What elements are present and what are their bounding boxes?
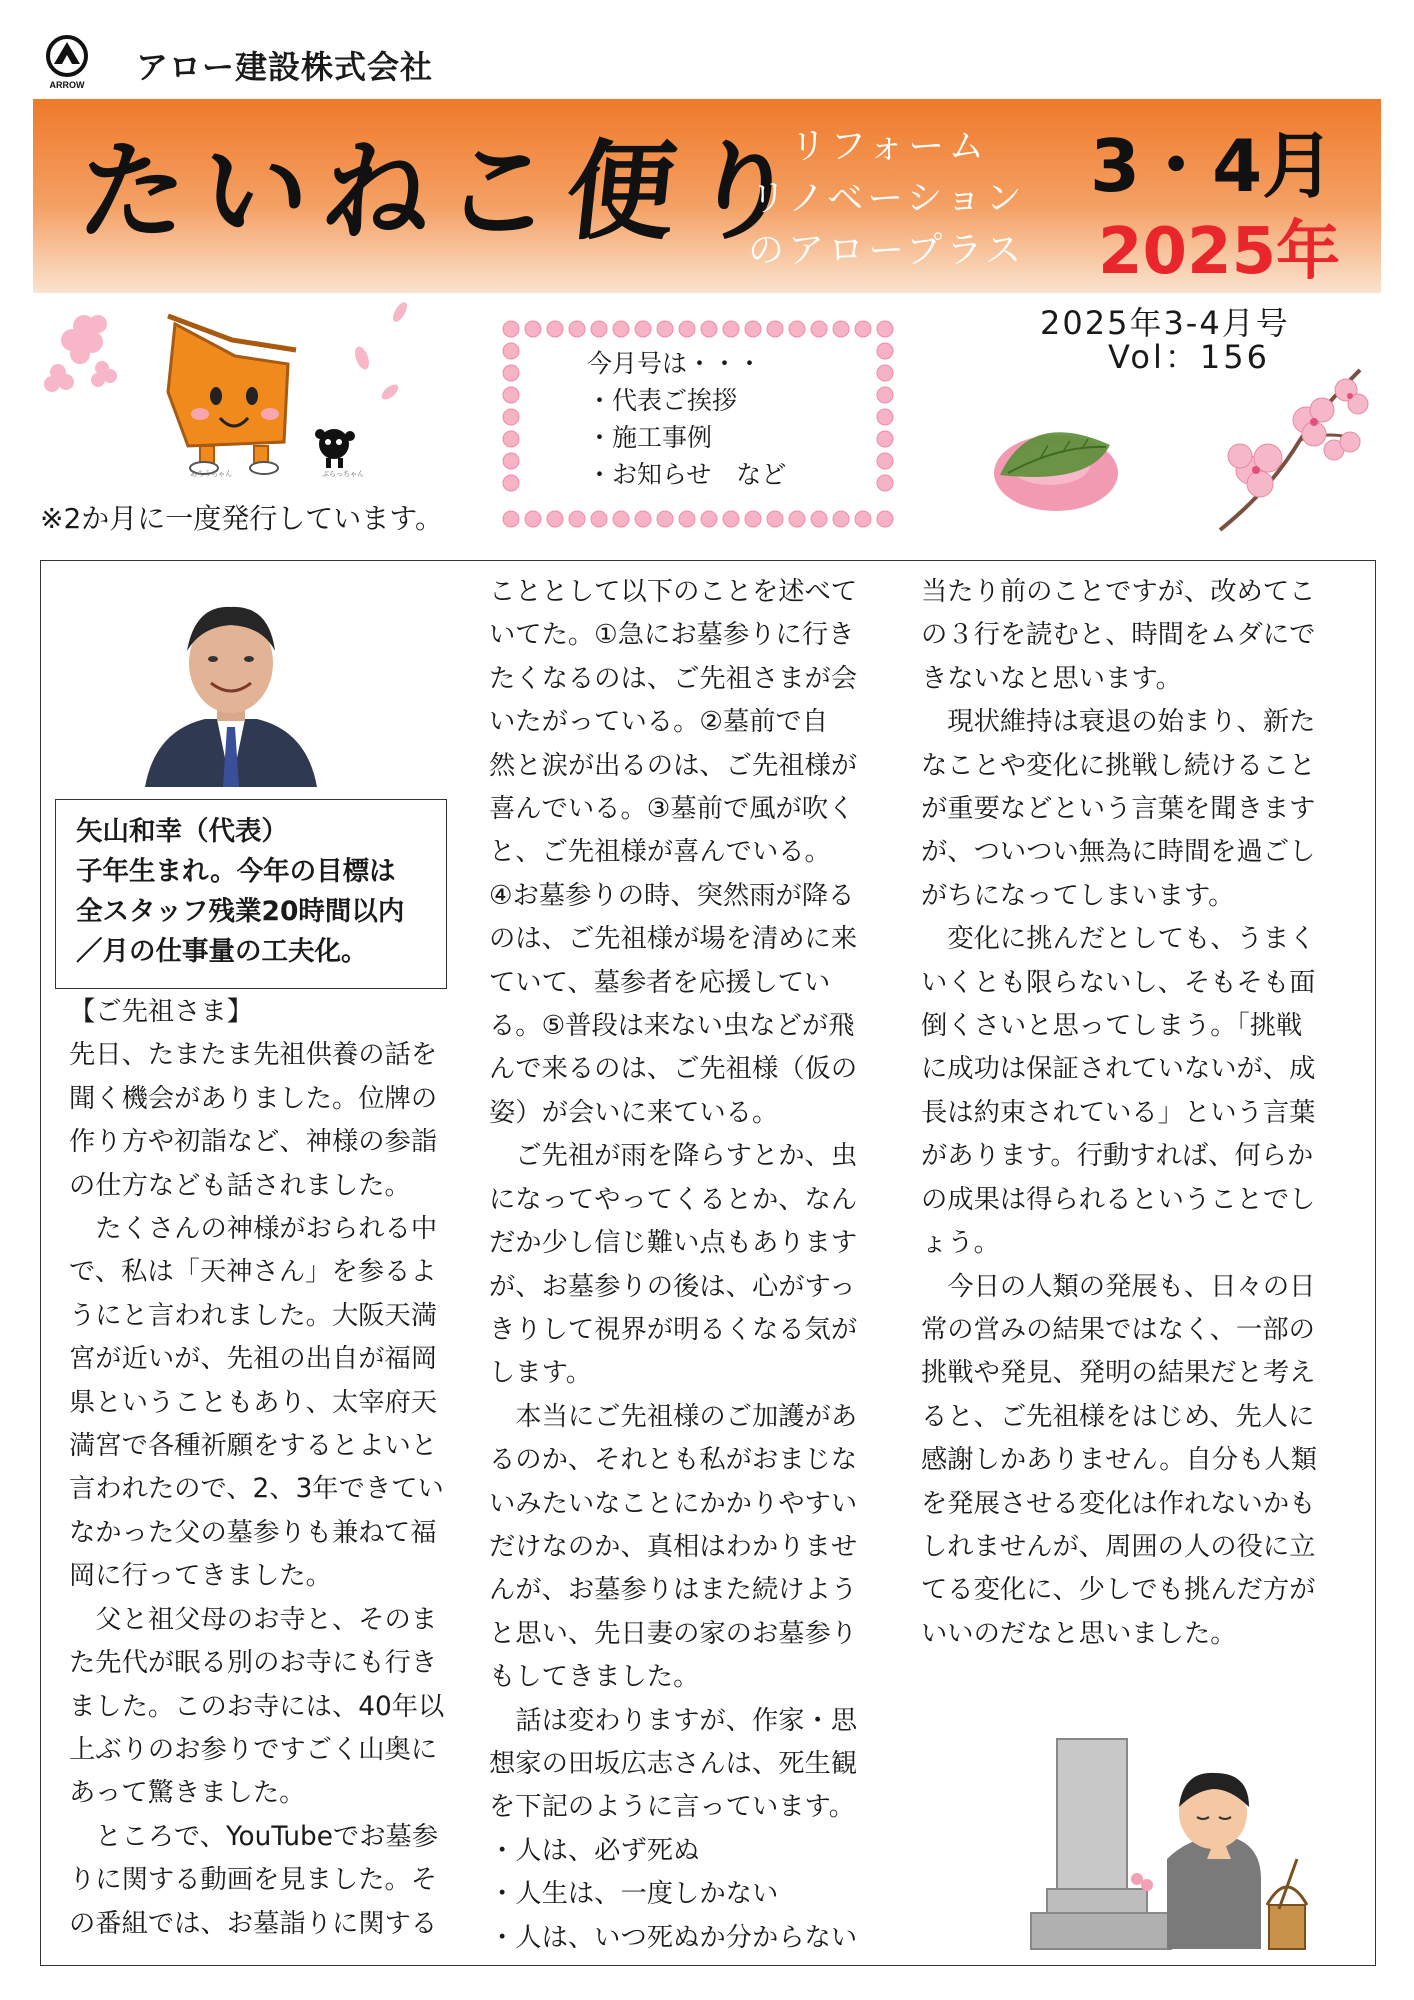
frame-flower-icon	[877, 343, 893, 359]
mascot-label-2: ぷらっちゃん	[322, 470, 364, 478]
article-line: で、私は「天神さん」を参るよ	[69, 1257, 437, 1288]
article-line: いたがっている。②墓前で自	[489, 707, 829, 738]
article-line: 倒くさいと思ってしまう。「挑戦	[921, 1011, 1303, 1042]
mascot-plus-character	[315, 429, 355, 468]
grave-visit-illustration	[1017, 1709, 1317, 1959]
frame-flower-icon	[525, 511, 541, 527]
article-line: 上ぶりのお参りですごく山奥に	[69, 1734, 438, 1765]
article-line: なかった父の墓参りも兼ねて福	[69, 1517, 437, 1548]
article-line: なことや変化に挑戦し続けること	[921, 750, 1316, 781]
article-line: いてた。①急にお墓参りに行き	[489, 620, 855, 651]
article-line: 先日、たまたま先祖供養の話を	[69, 1040, 438, 1071]
article-line: いいのだなと思いました。	[921, 1618, 1237, 1649]
frame-flower-icon	[877, 365, 893, 381]
article-line: 岡に行ってきました。	[69, 1561, 332, 1592]
frame-flower-icon	[503, 321, 519, 337]
frame-flower-icon	[591, 321, 607, 337]
contents-box	[499, 317, 897, 531]
frame-flower-icon	[877, 453, 893, 469]
article-line: ました。このお寺には、40年以	[69, 1691, 445, 1722]
article-line: 宮が近いが、先祖の出自が福岡	[69, 1344, 438, 1375]
article-line: になってやってくるとか、なん	[489, 1184, 858, 1215]
frame-flower-icon	[679, 321, 695, 337]
frame-flower-icon	[613, 321, 629, 337]
article-column-1	[69, 991, 477, 1946]
tagline-3: のアロープラス	[748, 230, 1026, 271]
article-line: 話は変わりますが、作家・思	[489, 1705, 858, 1736]
issue-year: 2025年	[1098, 215, 1341, 289]
mascot-label-1: あろうちゃん	[190, 470, 232, 478]
article-line: と思い、先日妻の家のお墓参り	[489, 1618, 858, 1649]
frame-flower-icon	[657, 511, 673, 527]
frame-flower-icon	[503, 511, 519, 527]
article-line: の３行を読むと、時間をムダにで	[921, 620, 1316, 651]
cherry-blossom-icon	[1210, 350, 1370, 540]
frame-flower-icon	[833, 511, 849, 527]
contents-item: ・代表ご挨拶	[587, 386, 738, 415]
profile-line: 全スタッフ残業20時間以内	[76, 896, 405, 927]
article-line: こととして以下のことを述べて	[489, 577, 858, 607]
article-line: もしてきました。	[489, 1662, 700, 1693]
frame-flower-icon	[877, 409, 893, 425]
frame-flower-icon	[789, 511, 805, 527]
frame-flower-icon	[635, 321, 651, 337]
profile-box	[55, 799, 447, 989]
issue-volume: Vol：156	[1108, 338, 1270, 376]
article-line: 本当にご先祖様のご加護があ	[489, 1401, 858, 1432]
frequency-note: ※2か月に一度発行しています。	[40, 502, 444, 535]
frame-flower-icon	[723, 321, 739, 337]
frame-flower-icon	[811, 511, 827, 527]
article-line: 現状維持は衰退の始まり、新た	[921, 707, 1316, 738]
article-line: ・人は、いつ死ぬか分からない	[489, 1922, 858, 1953]
contents-item: ・施工事例	[587, 423, 713, 452]
article-line: ご先祖が雨を降らすとか、虫	[489, 1141, 858, 1172]
article-line: 作り方や初詣など、神様の参詣	[69, 1127, 438, 1158]
contents-heading: 今月号は・・・	[587, 349, 763, 378]
frame-flower-icon	[503, 431, 519, 447]
frame-flower-icon	[503, 475, 519, 491]
frame-flower-icon	[503, 365, 519, 381]
frame-flower-icon	[503, 343, 519, 359]
article-line: ・人生は、一度しかない	[489, 1879, 779, 1910]
article-line: 然と涙が出るのは、ご先祖様が	[489, 750, 858, 781]
article-line: たくさんの神様がおられる中	[69, 1214, 438, 1245]
article-line: いみたいなことにかかりやすい	[489, 1488, 858, 1519]
article-line: を発展させる変化は作れないかも	[921, 1488, 1316, 1519]
frame-flower-icon	[525, 321, 541, 337]
frame-flower-icon	[877, 511, 893, 527]
article-line: んで来るのは、ご先祖様（仮の	[489, 1054, 858, 1085]
frame-flower-icon	[613, 511, 629, 527]
issue-months: 3・4月	[1090, 124, 1335, 208]
frame-flower-icon	[547, 511, 563, 527]
article-line: ていて、墓参者を応援してい	[489, 967, 831, 998]
article-line: る。⑤普段は来ない虫などが飛	[489, 1011, 855, 1042]
article-line: 喜んでいる。③墓前で風が吹く	[489, 794, 855, 825]
company-name: アロー建設株式会社	[136, 48, 434, 86]
article-line: ると、ご先祖様をはじめ、先人に	[921, 1401, 1315, 1432]
article-line: 県ということもあり、太宰府天	[69, 1387, 438, 1418]
article-line: あって驚きました。	[69, 1778, 306, 1809]
article-line: 長は約束されている」という言葉	[921, 1097, 1316, 1128]
article-heading: 【ご先祖さま】	[69, 997, 254, 1027]
article-line: 今日の人類の発展も、日々の日	[921, 1271, 1316, 1302]
frame-flower-icon	[569, 511, 585, 527]
article-line: るのか、それとも私がおまじな	[489, 1445, 858, 1476]
article-line: きないなと思います。	[921, 663, 1182, 694]
article-line: に成功は保証されていないが、成	[921, 1054, 1316, 1085]
frame-flower-icon	[811, 321, 827, 337]
frame-flower-icon	[855, 321, 871, 337]
article-line: があります。行動すれば、何らか	[921, 1141, 1314, 1172]
profile-line: 矢山和幸（代表）	[76, 816, 288, 847]
article-line: ところで、YouTubeでお墓参	[69, 1821, 439, 1852]
mascot-illustration	[40, 296, 420, 480]
frame-flower-icon	[503, 387, 519, 403]
frame-flower-icon	[767, 321, 783, 337]
article-line: しれませんが、周囲の人の役に立	[921, 1531, 1316, 1562]
article-line: します。	[489, 1358, 593, 1389]
frame-flower-icon	[745, 511, 761, 527]
article-line: 満宮で各種祈願をするとよいと	[69, 1431, 438, 1462]
arrow-logo	[42, 34, 92, 90]
article-line: 当たり前のことですが、改めてこ	[921, 577, 1316, 607]
frame-flower-icon	[679, 511, 695, 527]
article-line: ・人は、必ず死ぬ	[489, 1835, 700, 1866]
article-line: 変化に挑んだとしても、うまく	[921, 924, 1316, 955]
article-line: きりして視界が明るくなる気が	[489, 1314, 858, 1345]
article-line: が、ついつい無為に時間を過ごし	[921, 837, 1316, 868]
article-line: の仕方なども話されました。	[69, 1170, 411, 1201]
frame-flower-icon	[767, 511, 783, 527]
issue-date: 2025年3-4月号	[1040, 304, 1290, 342]
article-line: の成果は得られるということでし	[921, 1184, 1316, 1215]
article-line: 姿）が会いに来ている。	[489, 1097, 779, 1128]
frame-flower-icon	[789, 321, 805, 337]
article-line: の番組では、お墓詣りに関する	[69, 1908, 438, 1939]
article-line: りに関する動画を見ました。そ	[69, 1865, 438, 1896]
article-line: 父と祖父母のお寺と、そのま	[69, 1604, 438, 1635]
article-line: ょう。	[921, 1228, 1000, 1259]
article-box	[40, 560, 1376, 1966]
frame-flower-icon	[877, 431, 893, 447]
article-line: が重要などという言葉を聞きます	[921, 794, 1316, 825]
frame-flower-icon	[701, 321, 717, 337]
frame-flower-icon	[723, 511, 739, 527]
tagline-1: リフォーム	[790, 126, 989, 167]
article-column-3	[921, 571, 1347, 1656]
frame-flower-icon	[833, 321, 849, 337]
frame-flower-icon	[569, 321, 585, 337]
article-column-2	[489, 571, 907, 1960]
article-line: てる変化に、少しでも挑んだ方が	[921, 1575, 1316, 1606]
article-line: 常の営みの結果ではなく、一部の	[921, 1314, 1315, 1345]
frame-flower-icon	[877, 387, 893, 403]
frame-flower-icon	[547, 321, 563, 337]
frame-flower-icon	[635, 511, 651, 527]
frame-flower-icon	[657, 321, 673, 337]
logo-text: ARROW	[49, 80, 85, 90]
article-line: だけなのか、真相はわかりませ	[489, 1531, 858, 1562]
newsletter-title: たいねこ便り	[72, 129, 818, 255]
profile-line: 子年生まれ。今年の目標は	[76, 856, 396, 887]
contents-list	[587, 345, 786, 493]
frame-flower-icon	[877, 321, 893, 337]
article-line: たくなるのは、ご先祖さまが会	[489, 663, 858, 694]
article-line: を下記のように言っています。	[489, 1792, 856, 1823]
article-line: た先代が眠る別のお寺にも行き	[69, 1648, 438, 1679]
frame-flower-icon	[503, 409, 519, 425]
tagline-2: リノベーション	[750, 178, 1026, 219]
article-line: うにと言われました。大阪天満	[69, 1300, 438, 1331]
article-line: 感謝しかありません。自分も人類	[921, 1445, 1318, 1476]
representative-photo	[135, 591, 327, 787]
article-line: 聞く機会がありました。位牌の	[69, 1083, 438, 1114]
frame-flower-icon	[701, 511, 717, 527]
article-line: が、お墓参りの後は、心がすっ	[489, 1271, 856, 1302]
profile-line: ／月の仕事量の工夫化。	[76, 936, 368, 967]
article-line: のは、ご先祖様が場を清めに来	[489, 924, 858, 955]
frame-flower-icon	[503, 453, 519, 469]
frame-flower-icon	[745, 321, 761, 337]
mascot-arrow-character	[168, 316, 296, 474]
sakura-mochi-icon	[990, 415, 1122, 515]
article-line: んが、お墓参りはまた続けよう	[489, 1575, 858, 1606]
article-line: と、ご先祖様が喜んでいる。	[489, 837, 831, 868]
frame-flower-icon	[877, 475, 893, 491]
article-line: だか少し信じ難い点もあります	[489, 1228, 858, 1259]
article-line: がちになってしまいます。	[921, 880, 1235, 911]
article-line: 想家の田坂広志さんは、死生観	[489, 1748, 858, 1779]
article-line: ④お墓参りの時、突然雨が降る	[489, 880, 855, 911]
article-line: 挑戦や発見、発明の結果だと考え	[921, 1358, 1316, 1389]
article-line: いくとも限らないし、そもそも面	[921, 967, 1316, 998]
frame-flower-icon	[855, 511, 871, 527]
frame-flower-icon	[591, 511, 607, 527]
article-line: 言われたので、2、3年できてい	[69, 1474, 444, 1505]
contents-item: ・お知らせ など	[587, 460, 787, 489]
